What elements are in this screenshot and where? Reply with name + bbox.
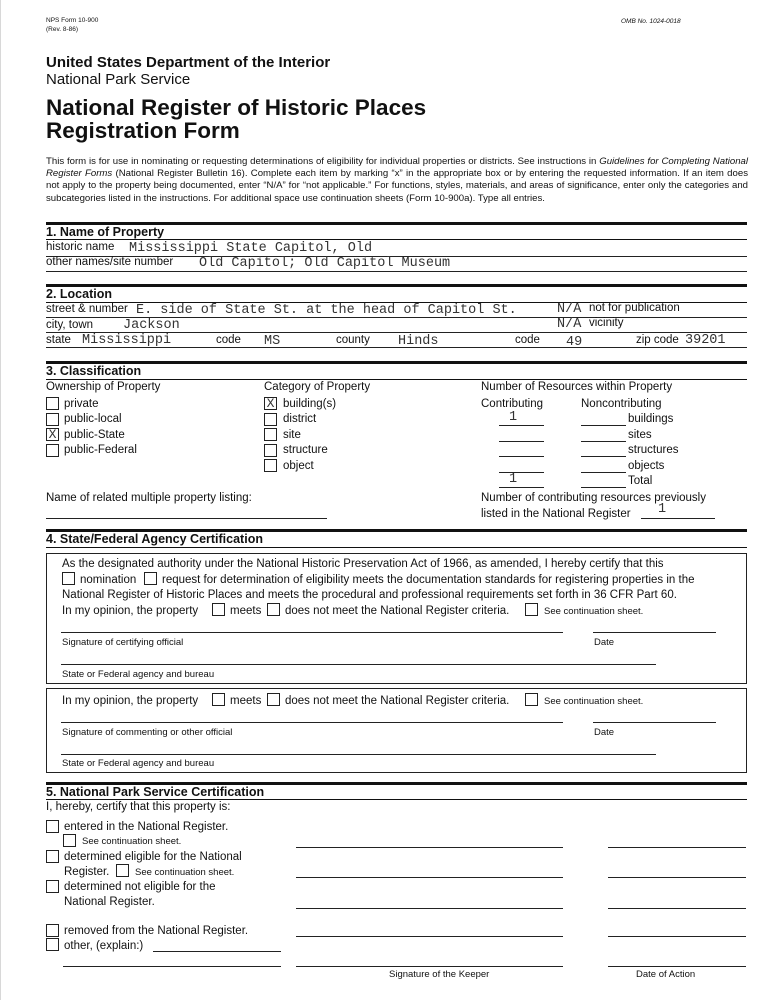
category-option-label: structure	[283, 444, 328, 456]
section-4-heading: 4. State/Federal Agency Certification	[46, 532, 263, 546]
vicinity-label: vicinity	[589, 317, 624, 329]
county-label: county	[336, 334, 370, 346]
resource-type-label: Total	[628, 475, 653, 487]
not-eligible-label-2: National Register.	[64, 896, 155, 908]
date-of-action-line[interactable]	[608, 877, 746, 878]
ownership-option-label: public-local	[64, 413, 122, 425]
field-underline	[46, 347, 747, 348]
resource-type-label: sites	[628, 429, 652, 441]
form-number: NPS Form 10-900	[46, 17, 99, 24]
removed-label: removed from the National Register.	[64, 925, 249, 937]
previously-listed-field[interactable]: 1	[658, 502, 667, 517]
page-title: National Register of Historic Places	[46, 95, 427, 120]
entered-checkbox[interactable]	[46, 820, 59, 833]
see-continuation-label: See continuation sheet.	[82, 836, 182, 847]
date-of-action-label: Date of Action	[636, 969, 696, 980]
county-code-field[interactable]: 49	[566, 335, 583, 350]
zip-label: zip code	[636, 334, 679, 346]
form-revision: (Rev. 8-86)	[46, 26, 79, 33]
divider	[46, 379, 747, 380]
section-2-heading: 2. Location	[46, 287, 112, 301]
opinion-label: In my opinion, the property	[62, 605, 199, 617]
other-names-label: other names/site number	[46, 256, 174, 268]
date-line[interactable]	[593, 632, 716, 633]
page-subtitle: Registration Form	[46, 118, 240, 143]
signature-line[interactable]	[61, 722, 563, 723]
signature-commenting-label: Signature of commenting or other official	[62, 727, 233, 738]
street-field[interactable]: E. side of State St. at the head of Capitol St.	[136, 303, 517, 318]
entered-label: entered in the National Register.	[64, 821, 229, 833]
keeper-signature-line[interactable]	[296, 847, 563, 848]
ownership-option-label: public-Federal	[64, 444, 137, 456]
other-checkbox[interactable]	[46, 938, 59, 951]
section-5-heading: 5. National Park Service Certification	[46, 785, 265, 799]
omb-number: OMB No. 1024-0018	[621, 18, 681, 25]
date-line[interactable]	[593, 722, 716, 723]
see-continuation-checkbox[interactable]	[63, 834, 76, 847]
divider	[46, 547, 747, 548]
vicinity-box[interactable]: N/A	[557, 317, 582, 332]
divider	[46, 361, 747, 364]
instructions-paragraph	[46, 156, 748, 205]
ownership-public-federal-checkbox[interactable]	[46, 444, 59, 457]
nps-intro: I, hereby, certify that this property is:	[46, 801, 231, 813]
city-label: city, town	[46, 319, 94, 331]
noncontributing-count-line	[581, 472, 626, 473]
city-field[interactable]: Jackson	[123, 318, 180, 333]
county-field[interactable]: Hinds	[398, 334, 439, 349]
category-option-label: object	[283, 460, 314, 472]
meets-label: meets	[230, 695, 262, 707]
field-underline	[46, 271, 747, 272]
contributing-count-field[interactable]: 1	[509, 472, 518, 487]
date-of-action-line[interactable]	[608, 847, 746, 848]
contributing-label: Contributing	[481, 398, 544, 410]
instructions-text-continued: (National Register Bulletin 16). Complete each item by marking “x” in the appropriate box or by entering the requested information. If an item does not apply to the property being documented, enter “N/A” for “not applicable.” For functions, styles, materials, and areas of significance, enter only the categories and subcategories listed in the instructions. For additional space use continuation sheets (Form 10-900a). Type all entries.	[46, 168, 748, 204]
meets-checkbox[interactable]	[212, 603, 225, 616]
nomination-checkbox[interactable]	[62, 572, 75, 585]
does-not-meet-label: does not meet the National Register criteria.	[285, 605, 510, 617]
certification-text: National Register of Historic Places and meets the procedural and professional requirements set forth in 36 CFR Part 60.	[62, 589, 677, 601]
state-field[interactable]: Mississippi	[82, 333, 172, 348]
noncontributing-label: Noncontributing	[581, 398, 662, 410]
does-not-meet-checkbox[interactable]	[267, 693, 280, 706]
contributing-count-line	[499, 456, 544, 457]
state-label: state	[46, 334, 71, 346]
resources-label: Number of Resources within Property	[481, 381, 673, 393]
other-explain-field-2[interactable]	[63, 966, 281, 967]
see-continuation-checkbox[interactable]	[525, 693, 538, 706]
county-code-label: code	[515, 334, 540, 346]
contributing-count-line	[499, 441, 544, 442]
department-name: United States Department of the Interior	[46, 54, 331, 71]
multiple-listing-field[interactable]	[46, 518, 327, 519]
ownership-private-checkbox[interactable]	[46, 397, 59, 410]
ownership-option-label: public-State	[64, 429, 125, 441]
zip-field[interactable]: 39201	[685, 333, 726, 348]
category-option-label: building(s)	[283, 398, 337, 410]
removed-checkbox[interactable]	[46, 924, 59, 937]
signature-certifying-label: Signature of certifying official	[62, 637, 184, 648]
category-district-checkbox[interactable]	[264, 413, 277, 426]
previously-listed-label-2: listed in the National Register	[481, 508, 631, 520]
section-3-heading: 3. Classification	[46, 364, 142, 378]
divider	[46, 239, 747, 240]
signature-keeper-label: Signature of the Keeper	[389, 969, 490, 980]
agency-line[interactable]	[61, 664, 656, 665]
nomination-label: nomination	[80, 574, 137, 586]
eligible-label-2: Register.	[64, 866, 110, 878]
noncontributing-count-line	[581, 425, 626, 426]
keeper-signature-line[interactable]	[296, 936, 563, 937]
field-underline	[641, 518, 715, 519]
eligible-checkbox[interactable]	[46, 850, 59, 863]
keeper-signature-line[interactable]	[296, 908, 563, 909]
agency-bureau-label: State or Federal agency and bureau	[62, 669, 215, 680]
not-eligible-checkbox[interactable]	[46, 880, 59, 893]
category-structure-checkbox[interactable]	[264, 444, 277, 457]
request-checkbox[interactable]	[144, 572, 157, 585]
resource-type-label: objects	[628, 460, 665, 472]
state-code-label: code	[216, 334, 241, 346]
noncontributing-count-line	[581, 456, 626, 457]
see-continuation-label: See continuation sheet.	[544, 696, 644, 707]
category-label: Category of Property	[264, 381, 371, 393]
opinion-label: In my opinion, the property	[62, 695, 199, 707]
not-eligible-label: determined not eligible for the	[64, 881, 216, 893]
not-for-publication-label: not for publication	[589, 302, 680, 314]
category-object-checkbox[interactable]	[264, 459, 277, 472]
contributing-count-line	[499, 487, 544, 488]
category-building-checkbox[interactable]: X	[264, 397, 277, 410]
category-site-checkbox[interactable]	[264, 428, 277, 441]
other-label: other, (explain:)	[64, 940, 144, 952]
noncontributing-count-line	[581, 441, 626, 442]
ownership-public-state-checkbox[interactable]: X	[46, 428, 59, 441]
contributing-count-line	[499, 425, 544, 426]
ownership-option-label: private	[64, 398, 99, 410]
other-explain-field[interactable]	[153, 951, 281, 952]
date-label: Date	[594, 637, 615, 648]
date-label: Date	[594, 727, 615, 738]
agency-line[interactable]	[61, 754, 656, 755]
see-continuation-checkbox[interactable]	[525, 603, 538, 616]
street-label: street & number	[46, 303, 128, 315]
date-of-action-line[interactable]	[608, 908, 746, 909]
divider	[46, 799, 747, 800]
certification-text: As the designated authority under the National Historic Preservation Act of 1966, as amended, I hereby certify that this	[62, 558, 664, 570]
keeper-signature-line[interactable]	[296, 966, 563, 967]
other-names-field[interactable]: Old Capitol; Old Capitol Museum	[199, 256, 451, 271]
see-continuation-label: See continuation sheet.	[135, 867, 235, 878]
state-code-field[interactable]: MS	[264, 334, 281, 349]
request-label: request for determination of eligibility meets the documentation standards for registering properties in the	[162, 574, 695, 586]
meets-checkbox[interactable]	[212, 693, 225, 706]
multiple-listing-label: Name of related multiple property listing:	[46, 492, 252, 504]
see-continuation-label: See continuation sheet.	[544, 606, 644, 617]
see-continuation-checkbox[interactable]	[116, 864, 129, 877]
resource-type-label: buildings	[628, 413, 674, 425]
historic-name-label: historic name	[46, 241, 115, 253]
historic-name-field[interactable]: Mississippi State Capitol, Old	[129, 241, 373, 256]
instructions-text: This form is for use in nominating or requesting determinations of eligibility for individual properties or districts. See instructions in	[46, 156, 600, 167]
eligible-label: determined eligible for the National	[64, 851, 242, 863]
meets-label: meets	[230, 605, 262, 617]
guidelines-reference: Guidelines for Completing National Register Forms	[46, 156, 749, 180]
contributing-count-field[interactable]: 1	[509, 410, 518, 425]
noncontributing-count-line	[581, 487, 626, 488]
date-of-action-line[interactable]	[608, 966, 746, 967]
divider	[46, 284, 747, 287]
resource-type-label: structures	[628, 444, 679, 456]
contributing-count-line	[499, 472, 544, 473]
ownership-label: Ownership of Property	[46, 381, 161, 393]
previously-listed-label: Number of contributing resources previously	[481, 492, 706, 504]
keeper-signature-line[interactable]	[296, 877, 563, 878]
date-of-action-line[interactable]	[608, 936, 746, 937]
does-not-meet-checkbox[interactable]	[267, 603, 280, 616]
agency-name: National Park Service	[46, 71, 191, 88]
does-not-meet-label: does not meet the National Register criteria.	[285, 695, 510, 707]
ownership-public-local-checkbox[interactable]	[46, 413, 59, 426]
signature-line[interactable]	[61, 632, 563, 633]
not-for-publication-box[interactable]: N/A	[557, 302, 582, 317]
agency-bureau-label: State or Federal agency and bureau	[62, 758, 215, 769]
category-option-label: site	[283, 429, 301, 441]
category-option-label: district	[283, 413, 317, 425]
section-1-heading: 1. Name of Property	[46, 225, 165, 239]
